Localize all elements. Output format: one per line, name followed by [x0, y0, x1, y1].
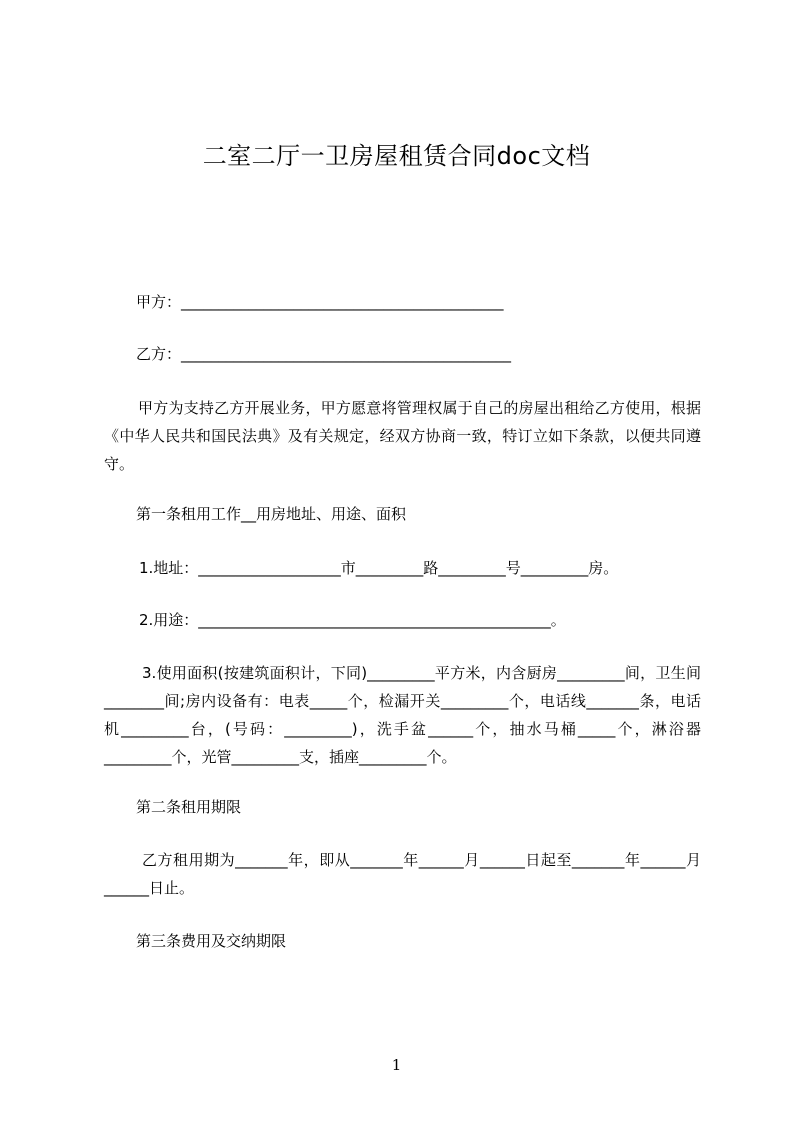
page-number: 1	[391, 1056, 402, 1074]
party-b-line: 乙方：____________________________________________	[136, 345, 512, 363]
article-1-heading: 第一条租用工作__用房地址、用途、面积	[136, 505, 407, 523]
use-line: 2.用途：_______________________________________________。	[139, 611, 566, 629]
document-title: 二室二厅一卫房屋租赁合同doc文档	[202, 142, 591, 170]
area-paragraph: 3.使用面积(按建筑面积计，下同)_________平方米，内含厨房_________间，卫生间________间;房内设备有：电表_____个，检漏开关_________个，电话线_______条，电话机_________台，(号码：_________)，洗手盆______个，抽水马桶_____个，淋浴器_________个，光管_________支，插座_________个。	[104, 664, 701, 766]
term-paragraph: 乙方租用期为_______年，即从_______年______月______日起至_______年______月______日止。	[104, 851, 701, 897]
party-a-line: 甲方：___________________________________________	[136, 293, 504, 311]
article-2-heading: 第二条租用期限	[136, 798, 242, 816]
article-3-heading: 第三条费用及交纳期限	[136, 932, 287, 950]
address-line: 1.地址：___________________市_________路_________号_________房。	[139, 559, 619, 577]
intro-paragraph: 甲方为支持乙方开展业务，甲方愿意将管理权属于自己的房屋出租给乙方使用，根据《中华人民共和国民法典》及有关规定，经双方协商一致，特订立如下条款，以便共同遵守。	[104, 399, 701, 473]
